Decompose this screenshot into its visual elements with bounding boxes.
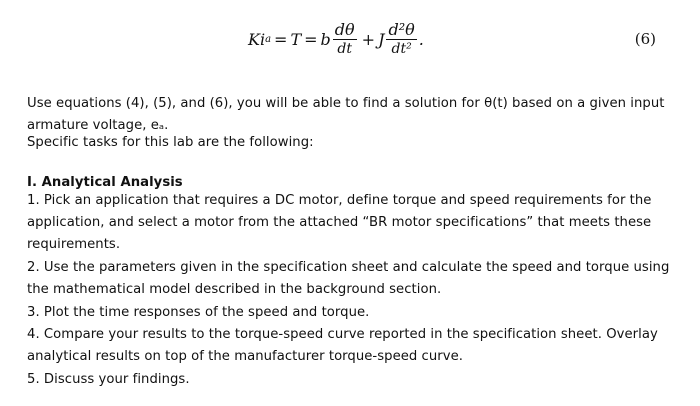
section-heading: I. Analytical Analysis	[27, 175, 183, 190]
eq-lhs-subscript: a	[265, 33, 272, 45]
eq-plus: +	[361, 29, 376, 49]
eq-fraction-2	[386, 21, 416, 58]
eq-lhs-symbol: Ki	[248, 29, 266, 49]
intro-line-3: Specific tasks for this lab are the following:	[27, 135, 314, 150]
eq-end-dot: .	[418, 29, 424, 49]
task-line-1: 1. Pick an application that requires a DC motor, define torque and speed requirements for the	[27, 193, 652, 208]
eq-equals-1: =	[274, 29, 288, 49]
task-line-6: 3. Plot the time responses of the speed and torque.	[27, 305, 370, 320]
equation-6	[248, 12, 424, 66]
eq-fraction-1-denominator: dt	[337, 40, 353, 57]
eq-torque-symbol: T	[290, 29, 302, 49]
task-line-8: analytical results on top of the manufacturer torque-speed curve.	[27, 349, 463, 364]
eq-fraction-1	[333, 21, 357, 58]
eq-equals-2: =	[304, 29, 318, 49]
eq-fraction-2-denominator: dt²	[391, 40, 412, 57]
eq-b-symbol: b	[320, 29, 331, 49]
equation-number: (6)	[634, 30, 656, 48]
eq-fraction-2-numerator: d²θ	[388, 19, 415, 39]
eq-j-symbol: J	[378, 29, 385, 49]
intro-line-1: Use equations (4), (5), and (6), you will be able to find a solution for θ(t) based on a given input	[27, 96, 665, 111]
eq-fraction-1-numerator: dθ	[334, 19, 355, 39]
task-line-9: 5. Discuss your findings.	[27, 372, 190, 387]
task-line-5: the mathematical model described in the background section.	[27, 282, 442, 297]
intro-line-2: armature voltage, eₐ.	[27, 118, 169, 133]
task-line-2: application, and select a motor from the attached “BR motor specifications” that meets these	[27, 215, 652, 230]
task-line-3: requirements.	[27, 237, 121, 252]
task-line-4: 2. Use the parameters given in the specification sheet and calculate the speed and torque using	[27, 260, 670, 275]
task-line-7: 4. Compare your results to the torque-speed curve reported in the specification sheet. Overlay	[27, 327, 658, 342]
